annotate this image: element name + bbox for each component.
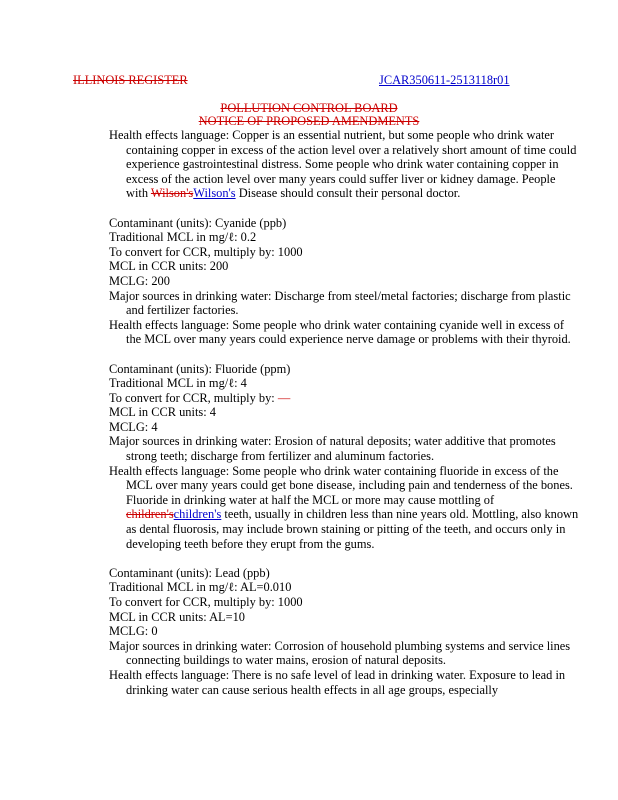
fluoride-mcl-ccr: MCL in CCR units: 4 [109, 405, 216, 420]
cyanide-mcl-mg: Traditional MCL in mg/ℓ: 0.2 [109, 230, 257, 245]
inserted-text: Wilson's [193, 186, 236, 201]
notice-title: NOTICE OF PROPOSED AMENDMENTS [198, 114, 420, 128]
deleted-text: Wilson's [150, 186, 194, 201]
fluoride-mclg: MCLG: 4 [109, 419, 158, 434]
fluoride-health-effects: Health effects language: Some people who drink water containing fluoride in excess of the MCL over many years could get bone disease, including pain and tenderness of the bones. Fluoride in drinking water at half the MCL or more may cause mottling of children'schildren's teeth, usually in children less than nine years old. Mottling, also known as dental fluorosis, may include brown staining or pitting of the teeth, and occurs only in developing teeth before they erupt from the gums. [109, 463, 579, 551]
cyanide-mclg: MCLG: 200 [109, 273, 170, 288]
lead-mcl-mg: Traditional MCL in mg/ℓ: AL=0.010 [109, 580, 292, 595]
lead-sources: Major sources in drinking water: Corrosion of household plumbing systems and service lines connecting buildings to water mains, erosion of natural deposits. [109, 638, 571, 668]
fluoride-convert: To convert for CCR, multiply by: — [109, 390, 291, 405]
lead-mclg: MCLG: 0 [109, 624, 158, 639]
document-id-link[interactable]: JCAR350611-2513118r01 [379, 73, 510, 87]
deleted-text: children's [126, 507, 174, 522]
document-body [109, 128, 579, 697]
inserted-text: — [277, 390, 291, 405]
cyanide-sources: Major sources in drinking water: Discharge from steel/metal factories; discharge from plastic and fertilizer factories. [109, 288, 571, 318]
lead-mcl-ccr: MCL in CCR units: AL=10 [109, 609, 245, 624]
cyanide-convert: To convert for CCR, multiply by: 1000 [109, 244, 303, 259]
inserted-text: children's [173, 507, 222, 522]
cyanide-health-effects: Health effects language: Some people who drink water containing cyanide well in excess of the MCL over many years could experience nerve damage or problems with their thyroid. [109, 317, 571, 347]
copper-health-effects: Health effects language: Copper is an essential nutrient, but some people who drink water containing copper in excess of the action level over a relatively short amount of time could experience gastrointestinal distress. Some people who drink water containing copper in excess of the action level over many years could suffer liver or kidney damage. People with Wilson'sWilson's Disease should consult their personal doctor. [109, 128, 577, 201]
fluoride-contaminant: Contaminant (units): Fluoride (ppm) [109, 361, 291, 376]
cyanide-mcl-ccr: MCL in CCR units: 200 [109, 259, 229, 274]
lead-health-effects: Health effects language: There is no safe level of lead in drinking water. Exposure to lead in drinking water can cause serious health effects in all age groups, especially [109, 667, 566, 697]
fluoride-sources: Major sources in drinking water: Erosion of natural deposits; water additive that promotes strong teeth; discharge from fertilizer and aluminum factories. [109, 434, 556, 464]
agency-title: POLLUTION CONTROL BOARD [220, 101, 398, 115]
lead-contaminant: Contaminant (units): Lead (ppb) [109, 565, 270, 580]
lead-convert: To convert for CCR, multiply by: 1000 [109, 595, 303, 609]
register-header: ILLINOIS REGISTER [73, 73, 188, 87]
cyanide-contaminant: Contaminant (units): Cyanide (ppb) [109, 215, 287, 230]
fluoride-mcl-mg: Traditional MCL in mg/ℓ: 4 [109, 376, 247, 391]
